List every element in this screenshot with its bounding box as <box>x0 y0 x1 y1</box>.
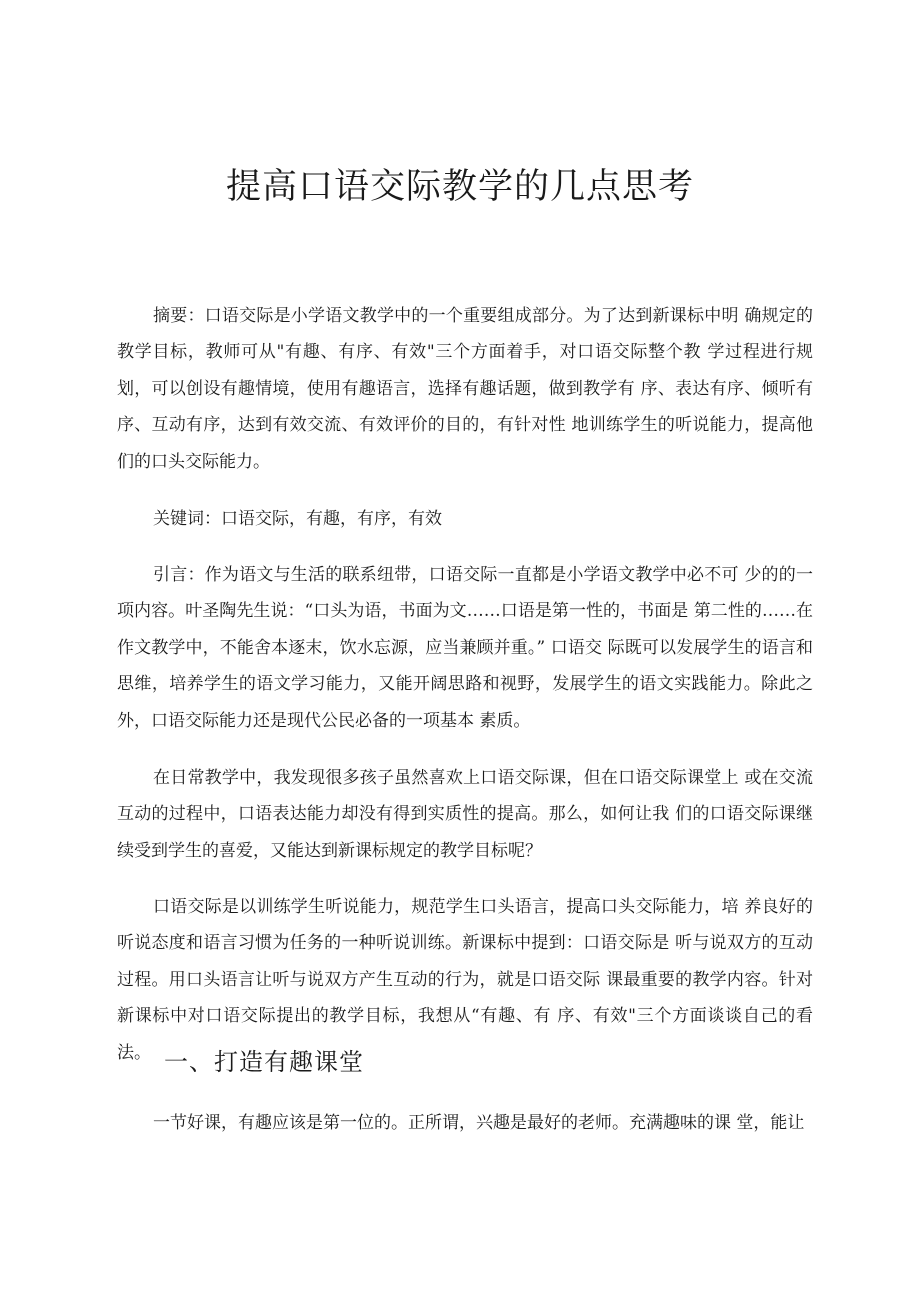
body-paragraph: 一节好课，有趣应该是第一位的。正所谓，兴趣是最好的老师。充满趣味的课 堂，能让 <box>153 1113 805 1133</box>
abstract-paragraph: 摘要：口语交际是小学语文教学中的一个重要组成部分。为了达到新课标中明 确规定的教学目标，教师可从"有趣、有序、有效"三个方面着手，对口语交际整个教 学过程进行规划，可以创设有趣情境，使用有趣语言，选择有趣话题，做到教学有 序、表达有序、倾听有序、互动有序，达到有效交流、有效评价的目的，有针对性 地训练学生的听说能力，提高他们的口头交际能力。 <box>117 306 813 472</box>
body-paragraph: 在日常教学中，我发现很多孩子虽然喜欢上口语交际课，但在口语交际课堂上 或在交流互动的过程中，口语表达能力却没有得到实质性的提高。那么，如何让我 们的口语交际课继续受到学生的喜爱，又能达到新课标规定的教学目标呢？ <box>117 768 813 861</box>
document-title: 提高口语交际教学的几点思考 <box>225 167 694 207</box>
keywords-paragraph: 关键词：口语交际，有趣，有序，有效 <box>153 509 442 529</box>
body-paragraph: 口语交际是以训练学生听说能力，规范学生口头语言，提高口头交际能力，培 养良好的听说态度和语言习惯为任务的一种听说训练。新课标中提到：口语交际是 听与说双方的互动过程。用口头语言让听与说双方产生互动的行为，就是口语交际 课最重要的教学内容。针对新课标中对口语交际提出的教学目标，我想从“有趣、有 序、有效"三个方面谈谈自己的看法。 <box>117 897 813 1063</box>
intro-paragraph: 引言：作为语文与生活的联系纽带，口语交际一直都是小学语文教学中必不可 少的的一项内容。叶圣陶先生说：“口头为语，书面为文……口语是第一性的，书面是 第二性的……在作文教学中，不能舍本逐末，饮水忘源，应当兼顾并重。” 口语交 际既可以发展学生的语言和思维，培养学生的语文学习能力，又能开阔思路和视野，发展学生的语文实践能力。除此之外，口语交际能力还是现代公民必备的一项基本 素质。 <box>117 565 813 731</box>
section-heading: 一、打造有趣课堂 <box>164 1048 364 1076</box>
